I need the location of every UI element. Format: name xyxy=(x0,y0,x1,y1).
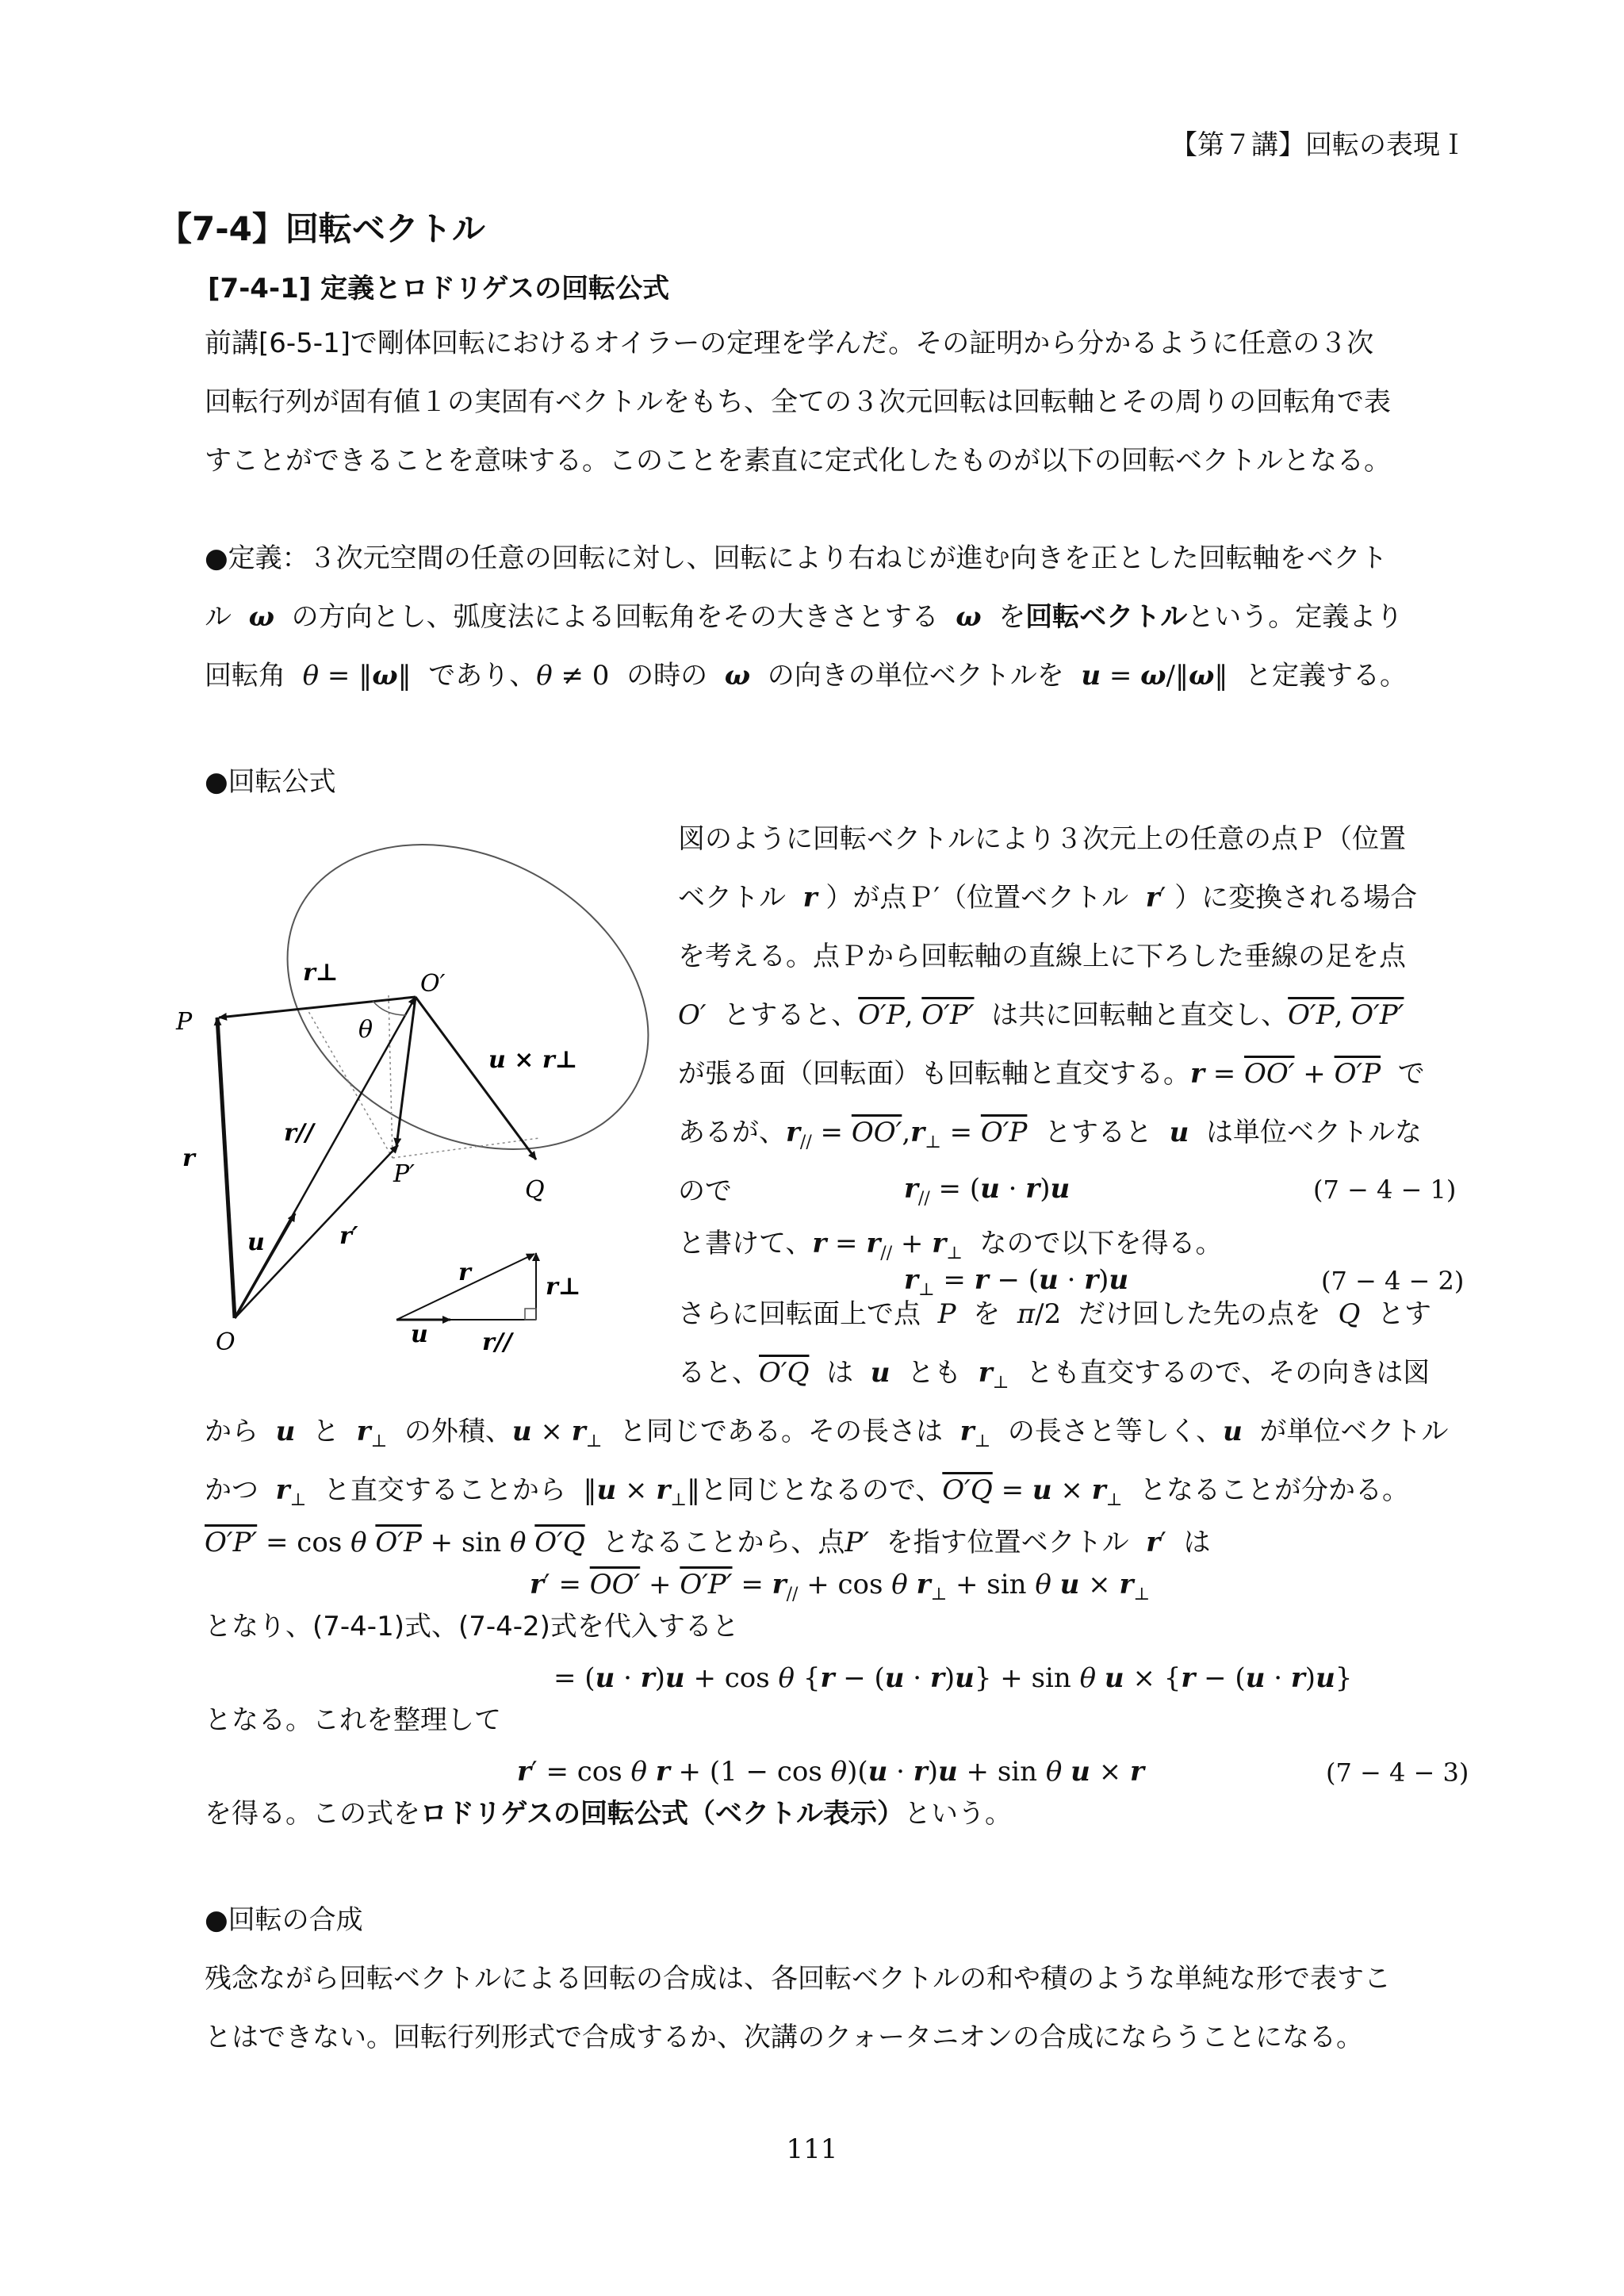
page-header: 【第７講】回転の表現Ｉ xyxy=(1170,129,1467,161)
vector-u-cross-r xyxy=(416,997,536,1159)
equation-r-prime-expansion: $r' = OO' + O'P' = r_{//} + \cos \theta$ $r_\perp + \sin \theta$ $u \times r_\perp$ xyxy=(530,1569,1151,1604)
label-p: P xyxy=(176,1008,193,1036)
label-q: Q xyxy=(525,1176,545,1204)
full-line-1: から u と $r_\perp$ の外積、$u \times r_\perp$ と同じである。その長さは $r_\perp$ の長さと等しく、u が単位ベクトル xyxy=(205,1416,1449,1451)
right-line-7: ので xyxy=(678,1175,732,1207)
right-line-11: ると、O′Q は u とも $r_\perp$ とも直交するので、その向きは図 xyxy=(678,1357,1431,1393)
rotation-plane-ellipse xyxy=(234,825,682,1209)
definition-line-3: 回転角 θ = ‖ω‖ であり、θ ≠ 0 の時の ω の向きの単位ベクトルを u = ω/‖ω‖ と定義する。 xyxy=(205,660,1408,692)
equation-7-4-1: $r_{//} = (u \cdot r)u$ xyxy=(904,1173,1071,1209)
right-line-3: を考える。点Ｐから回転軸の直線上に下ろした垂線の足を点 xyxy=(678,941,1406,972)
label-r: r xyxy=(182,1144,195,1172)
composition-heading: ●回転の合成 xyxy=(205,1904,363,1936)
right-line-6: あるが、$r_{//} = OO',r_\perp = O'P$ とすると u は単位ベクトルな xyxy=(678,1117,1422,1152)
label-r-perp: r⊥ xyxy=(303,959,339,987)
full-line-2: かつ $r_\perp$ と直交することから ‖u × $r_\perp‖$と同じとなるので、$O'Q = u \times r_\perp$ となることが分かる。 xyxy=(205,1474,1409,1510)
small-label-u: u xyxy=(411,1320,428,1348)
full-line-7: となる。これを整理して xyxy=(205,1704,501,1736)
right-line-2: ベクトル r ）が点Ｐ′（位置ベクトル r′ ）に変換される場合 xyxy=(678,882,1418,914)
full-line-3: O′P′ = cos θ O′P + sin θ O′Q となることから、点P′ を指す位置ベクトル r′ は xyxy=(205,1527,1211,1558)
composition-line-2: とはできない。回転行列形式で合成するか、次講のクォータニオンの合成にならうことになる。 xyxy=(205,2022,1363,2053)
full-line-5: となり、(7-4-1)式、(7-4-2)式を代入すると xyxy=(205,1611,739,1642)
small-label-r-parallel: r// xyxy=(482,1328,512,1356)
equation-7-4-3: r′ = cos θ r + (1 − cos θ)(u · r)u + sin θ u × r xyxy=(517,1756,1144,1788)
label-p-prime: P′ xyxy=(393,1160,415,1188)
intro-line-1: 前講[6-5-1]で剛体回転におけるオイラーの定理を学んだ。その証明から分かるように任意の３次 xyxy=(205,328,1374,359)
right-line-4: O′ とすると、O′P, O′P′ は共に回転軸と直交し、O′P, O′P′ xyxy=(678,999,1404,1031)
equation-number-3: (7 − 4 − 3) xyxy=(1326,1757,1469,1788)
definition-line-2: ル ω の方向とし、弧度法による回転角をその大きさとする ω を回転ベクトルという。定義より xyxy=(205,601,1404,633)
label-u-cross-r: u × r⊥ xyxy=(488,1046,578,1074)
full-line-9: を得る。この式をロドリゲスの回転公式（ベクトル表示）という。 xyxy=(205,1798,1012,1830)
equation-7-4-2: $r_\perp = r - (u \cdot r)u$ xyxy=(904,1264,1129,1300)
right-line-10: さらに回転面上で点 P を π/2 だけ回した先の点を Q とす xyxy=(678,1298,1431,1330)
definition-line-1: ●定義：３次元空間の任意の回転に対し、回転により右ねじが進む向きを正とした回転軸をベクト xyxy=(205,542,1388,574)
vector-u xyxy=(235,1213,295,1318)
label-o-prime: O′ xyxy=(420,970,446,998)
label-u: u xyxy=(247,1228,265,1256)
formula-heading: ●回転公式 xyxy=(205,766,336,798)
subsection-title: [7-4-1] 定義とロドリゲスの回転公式 xyxy=(208,273,670,305)
vector-o-p-prime xyxy=(396,997,416,1146)
composition-line-1: 残念ながら回転ベクトルによる回転の合成は、各回転ベクトルの和や積のような単純な形で表すこ xyxy=(205,1963,1391,1995)
intro-line-2: 回転行列が固有値１の実固有ベクトルをもち、全ての３次元回転は回転軸とその周りの回転角で表 xyxy=(205,386,1391,418)
rotation-figure xyxy=(159,825,682,1372)
vector-r-perp xyxy=(219,997,416,1018)
right-line-1: 図のように回転ベクトルにより３次元上の任意の点Ｐ（位置 xyxy=(678,823,1406,855)
section-title: 【7-4】回転ベクトル xyxy=(159,209,485,248)
label-theta: θ xyxy=(358,1016,373,1044)
label-r-parallel: r// xyxy=(284,1119,314,1147)
label-o: O xyxy=(216,1328,236,1356)
page-number: 111 xyxy=(786,2133,838,2165)
label-r-prime: r′ xyxy=(339,1222,358,1250)
right-line-8: と書けて、$r = r_{//} + r_\perp$ なので以下を得る。 xyxy=(678,1228,1223,1263)
right-line-5: が張る面（回転面）も回転軸と直交する。r = OO′ + O′P で xyxy=(678,1058,1425,1090)
equation-number-1: (7 − 4 − 1) xyxy=(1313,1175,1457,1205)
small-label-r: r xyxy=(458,1259,471,1286)
vector-r xyxy=(217,1018,235,1318)
equation-substitution: = (u · r)u + cos θ {r − (u · r)u} + sin θ u × {r − (u · r)u} xyxy=(553,1662,1353,1694)
intro-line-3: すことができることを意味する。このことを素直に定式化したものが以下の回転ベクトルとなる。 xyxy=(205,445,1391,477)
small-label-r-perp: r⊥ xyxy=(546,1273,581,1301)
equation-number-2: (7 − 4 − 2) xyxy=(1321,1266,1465,1296)
